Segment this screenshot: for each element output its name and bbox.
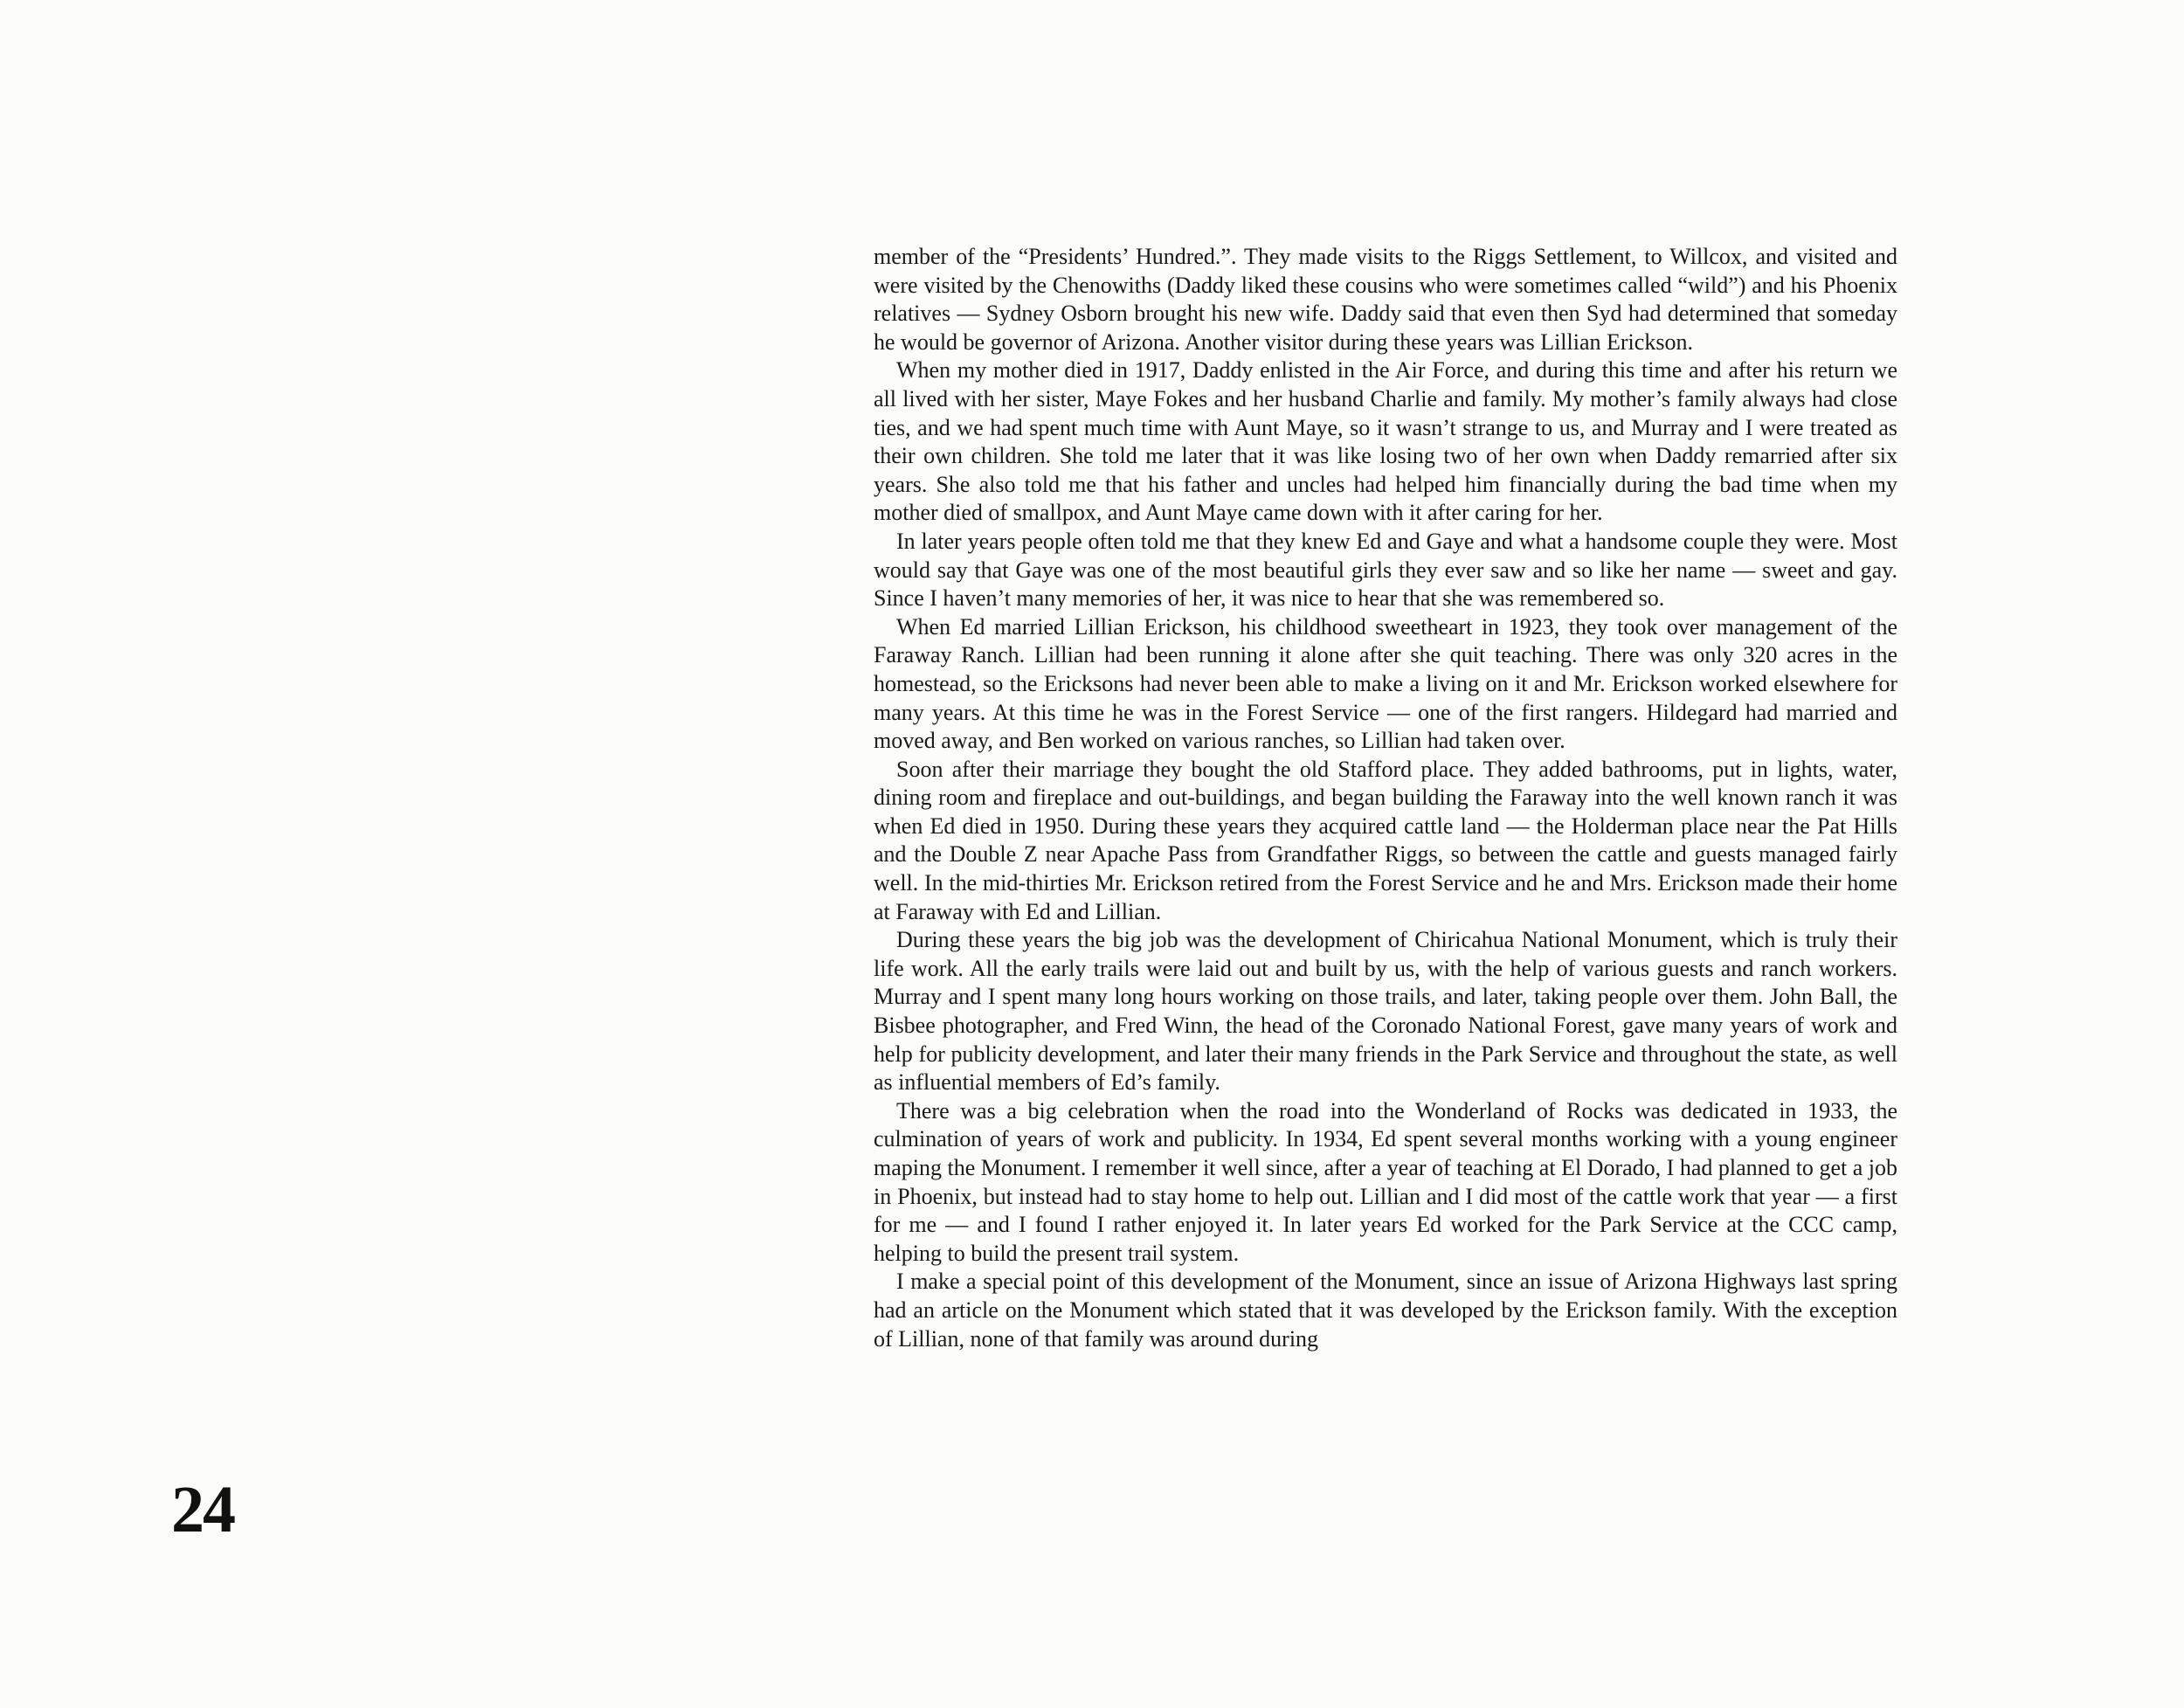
paragraph-6: During these years the big job was the development of Chiricahua National Monument, which is truly their life work. All the early trails were laid out and built by us, with the help of various guests and ranch workers. Murray and I spent many long hours working on those trails, and later, taking people over them. John Ball, the Bisbee photographer, and Fred Winn, the head of the Coronado National Forest, gave many years of work and help for publicity development, and later their many friends in the Park Service and throughout the state, as well as influential members of Ed’s family. (874, 927, 1897, 1096)
paragraph-1: member of the “Presidents’ Hundred.”. They made visits to the Riggs Settlement, to Willcox, and visited and were visited by the Chenowiths (Daddy liked these cousins who were sometimes called “wild”) and his Phoenix relatives — Sydney Osborn brought his new wife. Daddy said that even then Syd had determined that someday he would be governor of Arizona. Another visitor during these years was Lillian Erickson. (874, 244, 1897, 355)
paragraph-8: I make a special point of this development of the Monument, since an issue of Arizona Highways last spring had an article on the Monument which stated that it was developed by the Erickson family. With the exception of Lillian, none of that family was around during (874, 1269, 1897, 1352)
paragraph-7: There was a big celebration when the road into the Wonderland of Rocks was dedicated in 1933, the culmination of years of work and publicity. In 1934, Ed spent several months working with a young engineer maping the Monument. I remember it well since, after a year of teaching at El Dorado, I had planned to get a job in Phoenix, but instead had to stay home to help out. Lillian and I did most of the cattle work that year — a first for me — and I found I rather enjoyed it. In later years Ed worked for the Park Service at the CCC camp, helping to build the present trail system. (874, 1097, 1897, 1266)
paragraph-5: Soon after their marriage they bought the old Stafford place. They added bathrooms, put in lights, water, dining room and fireplace and out-buildings, and began building the Faraway into the well known ranch it was when Ed died in 1950. During these years they acquired cattle land — the Holderman place near the Pat Hills and the Double Z near Apache Pass from Grandfather Riggs, so between the cattle and guests managed fairly well. In the mid-thirties Mr. Erickson retired from the Forest Service and he and Mrs. Erickson made their home at Faraway with Ed and Lillian. (874, 756, 1897, 924)
page-number: 24 (171, 1473, 234, 1546)
paragraph-3: In later years people often told me that they knew Ed and Gaye and what a handsome couple they were. Most would say that Gaye was one of the most beautiful girls they ever saw and so like her name — sweet and gay. Since I haven’t many memories of her, it was nice to hear that she was remembered so. (874, 528, 1897, 612)
paragraph-4: When Ed married Lillian Erickson, his childhood sweetheart in 1923, they took over management of the Faraway Ranch. Lillian had been running it alone after she quit teaching. There was only 320 acres in the homestead, so the Ericksons had never been able to make a living on it and Mr. Erickson worked elsewhere for many years. At this time he was in the Forest Service — one of the first rangers. Hildegard had married and moved away, and Ben worked on various ranches, so Lillian had taken over. (874, 613, 1897, 754)
body-text (874, 243, 1897, 1353)
paragraph-2: When my mother died in 1917, Daddy enlisted in the Air Force, and during this time and after his return we all lived with her sister, Maye Fokes and her husband Charlie and family. My mother’s family always had close ties, and we had spent much time with Aunt Maye, so it wasn’t strange to us, and Murray and I were treated as their own children. She told me later that it was like losing two of her own when Daddy remarried after six years. She also told me that his father and uncles had helped him financially during the bad time when my mother died of smallpox, and Aunt Maye came down with it after caring for her. (874, 357, 1897, 526)
